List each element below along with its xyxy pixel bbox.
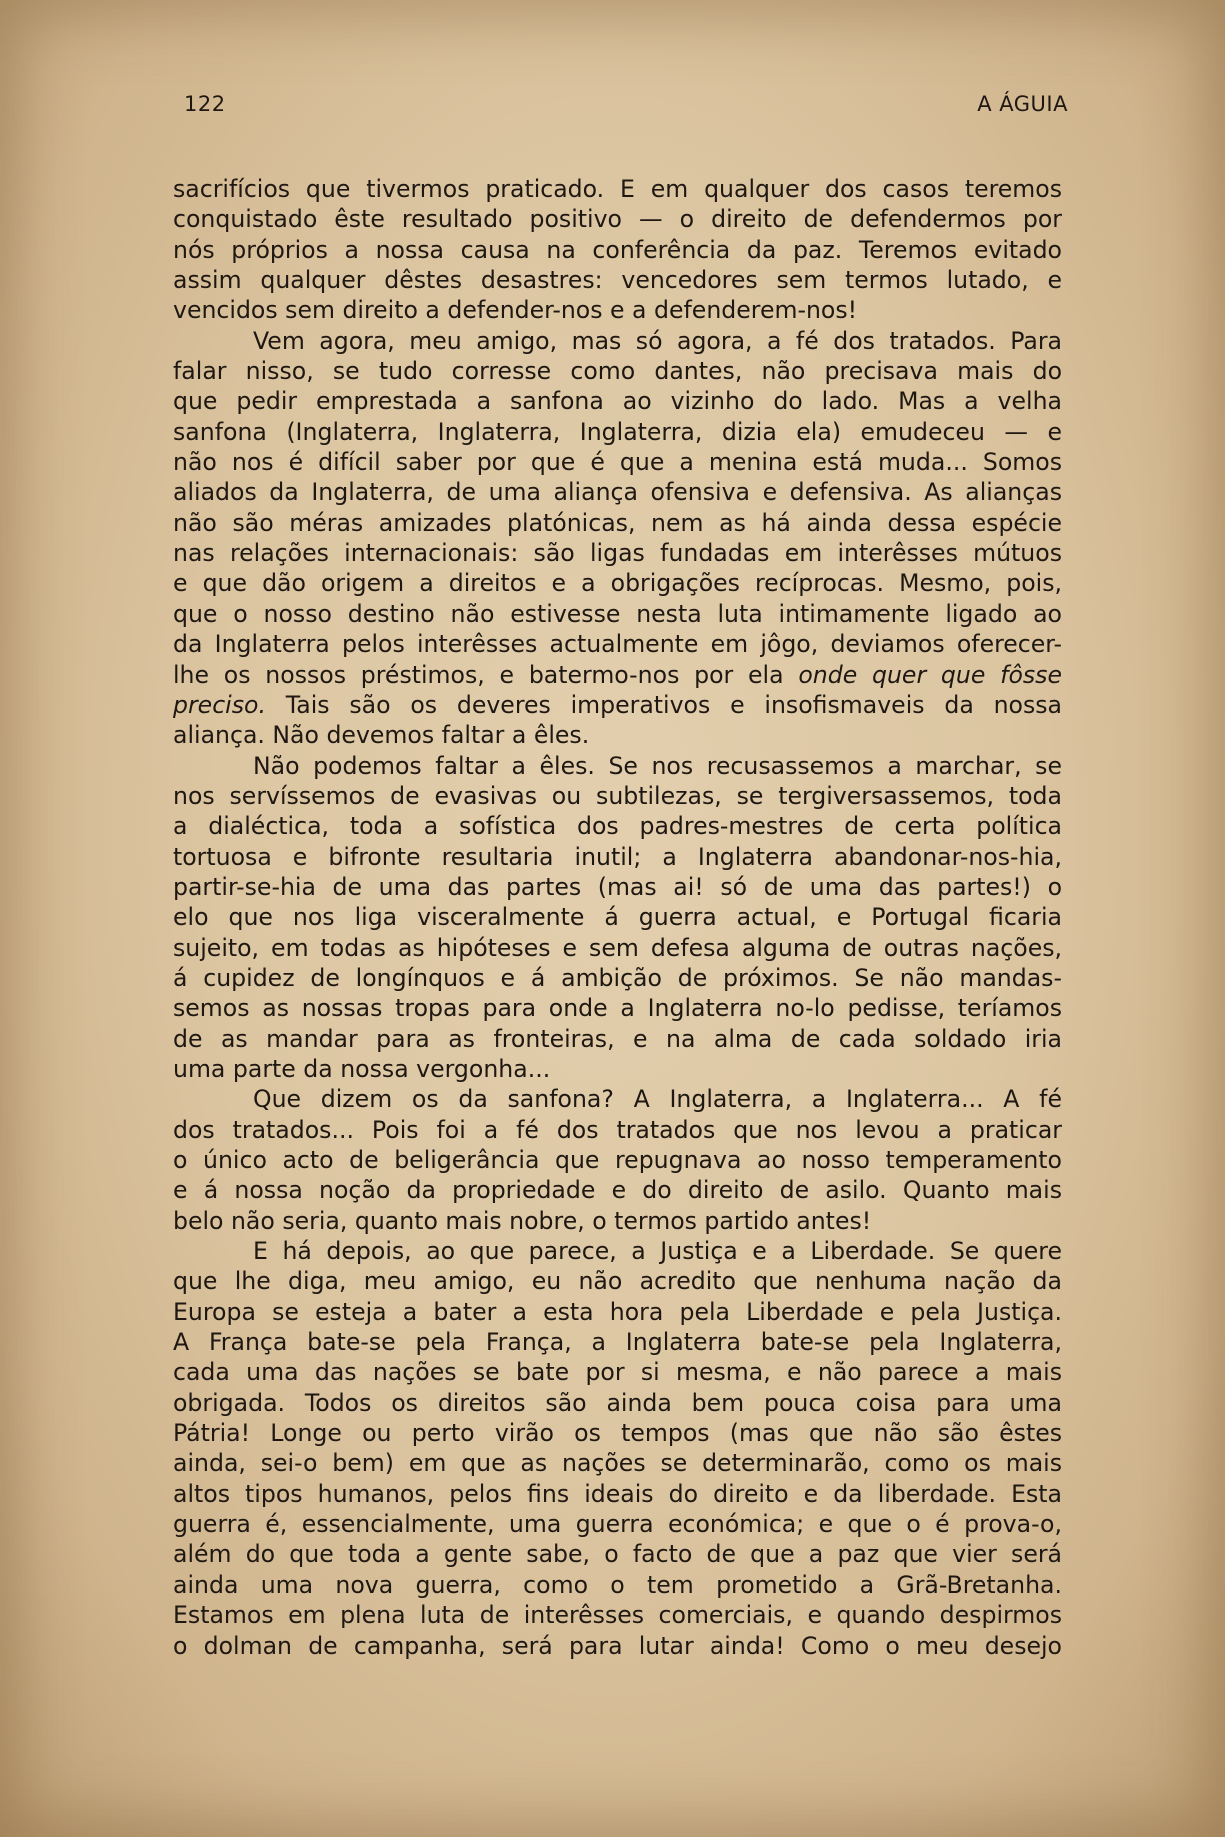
text-line: partir-se-hia de uma das partes (mas ai! só de uma das partes!) o	[173, 872, 1062, 901]
text-line: falar nisso, se tudo corresse como dantes, não precisava mais do	[173, 357, 1062, 386]
emphasis-text: preciso.	[173, 690, 266, 719]
text-line: ainda, sei-o bem) em que as nações se determinarão, como os mais	[173, 1449, 1062, 1478]
text-line: Não podemos faltar a êles. Se nos recusassemos a marchar, se	[253, 751, 1062, 780]
text-line: o dolman de campanha, será para lutar ainda! Como o meu desejo	[173, 1631, 1062, 1660]
text-line: Estamos em plena luta de interêsses comerciais, e quando despirmos	[173, 1601, 1062, 1630]
text-line: nós próprios a nossa causa na conferência da paz. Teremos evitado	[173, 235, 1062, 264]
text-line: nos servíssemos de evasivas ou subtilezas, se tergiversassemos, toda	[173, 781, 1062, 810]
text-line: A França bate-se pela França, a Inglaterra bate-se pela Inglaterra,	[173, 1328, 1062, 1357]
text-line: vencidos sem direito a defender-nos e a defenderem-nos!	[173, 296, 858, 325]
text-line: de as mandar para as fronteiras, e na alma de cada soldado iria	[173, 1024, 1062, 1053]
text-line: cada uma das nações se bate por si mesma, e não parece a mais	[173, 1358, 1062, 1387]
text-line: sanfona (Inglaterra, Inglaterra, Inglaterra, dizia ela) emudeceu — e	[173, 417, 1062, 446]
text-line: que o nosso destino não estivesse nesta luta intimamente ligado ao	[173, 599, 1062, 628]
text-line: aliados da Inglaterra, de uma aliança ofensiva e defensiva. As alianças	[173, 478, 1062, 507]
text-line: guerra é, essencialmente, uma guerra económica; e que o é prova-o,	[173, 1510, 1062, 1539]
text-line: e á nossa noção da propriedade e do direito de asilo. Quanto mais	[173, 1176, 1062, 1205]
text-line: sacrifícios que tivermos praticado. E em qualquer dos casos teremos	[173, 175, 1062, 203]
text-line: dos tratados... Pois foi a fé dos tratados que nos levou a praticar	[173, 1115, 1062, 1144]
text-line: altos tipos humanos, pelos fins ideais do direito e da liberdade. Esta	[173, 1479, 1062, 1508]
text-line: assim qualquer dêstes desastres: vencedores sem termos lutado, e	[173, 266, 1062, 295]
text-line: Vem agora, meu amigo, mas só agora, a fé dos tratados. Para	[253, 326, 1062, 355]
text-line: da Inglaterra pelos interêsses actualmente em jôgo, deviamos oferecer-	[173, 630, 1062, 659]
text-line: belo não seria, quanto mais nobre, o termos partido antes!	[173, 1206, 872, 1235]
text-line: á cupidez de longínquos e á ambição de próximos. Se não mandas-	[173, 963, 1062, 992]
text-line: uma parte da nossa vergonha...	[173, 1054, 551, 1083]
text-line: semos as nossas tropas para onde a Inglaterra no-lo pedisse, teríamos	[173, 994, 1062, 1023]
text-line: E há depois, ao que parece, a Justiça e a Liberdade. Se quere	[253, 1237, 1062, 1266]
text-line: o único acto de beligerância que repugnava ao nosso temperamento	[173, 1146, 1062, 1174]
text-line: que lhe diga, meu amigo, eu não acredito que nenhuma nação da	[173, 1267, 1062, 1296]
text-line: Que dizem os da sanfona? A Inglaterra, a Inglaterra... A fé	[253, 1085, 1062, 1114]
text-run: lhe os nossos préstimos, e batermo-nos por ela	[173, 660, 799, 689]
text-line: obrigada. Todos os direitos são ainda bem pouca coisa para uma	[173, 1388, 1062, 1417]
text-line: ainda uma nova guerra, como o tem prometido a Grã-Bretanha.	[173, 1570, 1062, 1599]
text-line: além do que toda a gente sabe, o facto de que a paz que vier será	[173, 1540, 1062, 1569]
text-line: conquistado êste resultado positivo — o direito de defendermos por	[173, 205, 1062, 234]
running-head	[184, 92, 1068, 122]
emphasis-text: onde quer que fôsse	[798, 660, 1062, 689]
journal-title: A ÁGUIA	[977, 92, 1068, 116]
text-line: sujeito, em todas as hipóteses e sem defesa alguma de outras nações,	[173, 933, 1062, 962]
text-line: nas relações internacionais: são ligas fundadas em interêsses mútuos	[173, 539, 1062, 568]
text-line: aliança. Não devemos faltar a êles.	[173, 721, 590, 750]
text-line: que pedir emprestada a sanfona ao vizinho do lado. Mas a velha	[173, 387, 1062, 416]
text-line: não nos é difícil saber por que é que a menina está muda... Somos	[173, 448, 1062, 477]
text-line: elo que nos liga visceralmente á guerra actual, e Portugal ficaria	[173, 903, 1062, 932]
text-line	[173, 660, 1062, 690]
body-text	[173, 174, 1062, 1661]
text-line	[173, 690, 1062, 720]
text-line: e que dão origem a direitos e a obrigações recíprocas. Mesmo, pois,	[173, 569, 1062, 598]
text-line: não são méras amizades platónicas, nem as há ainda dessa espécie	[173, 508, 1062, 537]
text-line: tortuosa e bifronte resultaria inutil; a Inglaterra abandonar-nos-hia,	[173, 842, 1062, 871]
text-line: Europa se esteja a bater a esta hora pela Liberdade e pela Justiça.	[173, 1297, 1062, 1326]
text-run: Tais são os deveres imperativos e insofismaveis da nossa	[265, 690, 1062, 719]
text-line: a dialéctica, toda a sofística dos padres-mestres de certa política	[173, 812, 1062, 841]
page-number: 122	[184, 92, 226, 116]
text-line: Pátria! Longe ou perto virão os tempos (mas que não são êstes	[173, 1419, 1062, 1448]
